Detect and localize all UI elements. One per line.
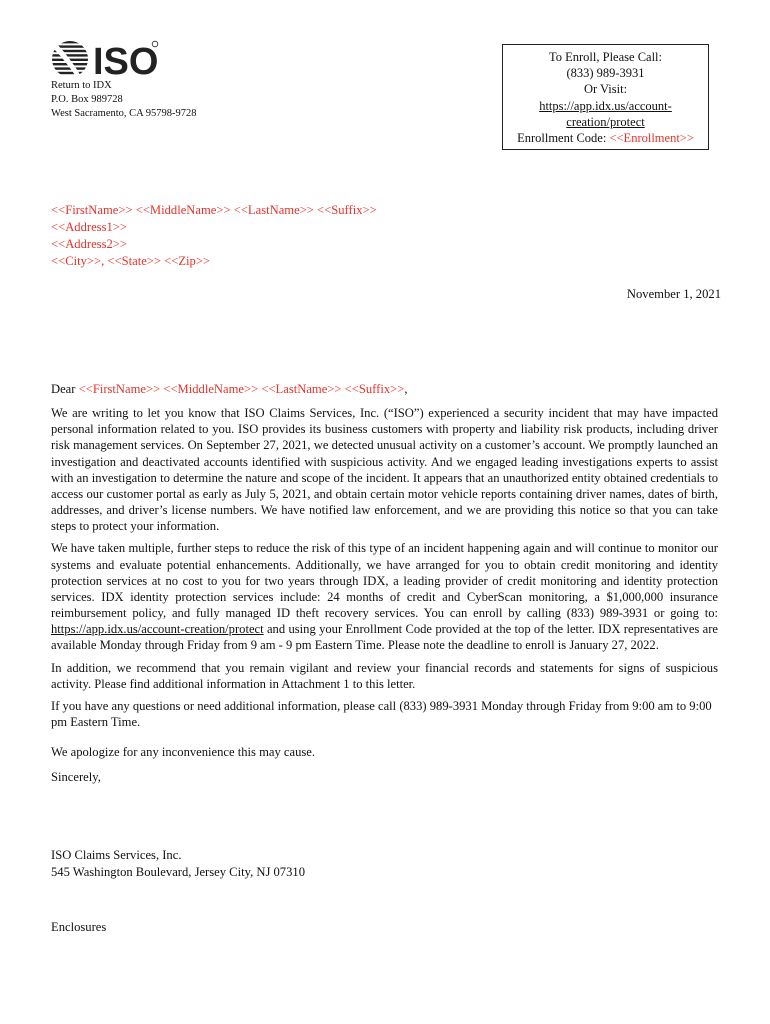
enrollment-code-value: <<Enrollment>> — [609, 131, 694, 146]
recipient-address2: <<Address2>> — [51, 237, 127, 251]
paragraph-vigilance: In addition, we recommend that you remain vigilant and review your financial records and statements for signs of suspicious activity. Please find additional information in Attachment 1 to this letter. — [51, 660, 718, 691]
signature-address: 545 Washington Boulevard, Jersey City, NJ 07310 — [51, 865, 305, 879]
signature-block — [51, 847, 305, 881]
letter-date: November 1, 2021 — [626, 287, 721, 301]
iso-logo — [51, 38, 159, 80]
enroll-visit-label: Or Visit: — [583, 82, 628, 97]
recipient-address — [51, 202, 377, 270]
enroll-url-link[interactable]: https://app.idx.us/account- — [539, 98, 672, 113]
salutation — [51, 381, 718, 397]
signature-company: ISO Claims Services, Inc. — [51, 848, 182, 862]
recipient-name: <<FirstName>> <<MiddleName>> <<LastName>> <<Suffix>> — [51, 203, 377, 217]
enrollment-code-label: Enrollment Code: — [517, 131, 610, 146]
svg-text:ISO: ISO — [93, 41, 159, 80]
return-address-line: P.O. Box 989728 — [51, 94, 123, 105]
return-address-line: West Sacramento, CA 95798-9728 — [51, 108, 197, 119]
paragraph-apology: We apologize for any inconvenience this may cause. — [51, 745, 316, 760]
paragraph-steps-text-end: and using your Enrollment Code provided at the top of the letter. IDX representatives are available Monday through Friday from 9 am - 9 pm Eastern Time. Please note the deadline to enroll is January 27, 2022. — [51, 622, 718, 653]
enclosures-label: Enclosures — [51, 920, 107, 934]
enroll-phone: (833) 989-3931 — [566, 66, 645, 81]
paragraph-steps-text: We have taken multiple, further steps to reduce the risk of this type of an incident happening again and will continue to monitor our systems and evaluate potential enhancements. Additionally, we have arranged for you to obtain credit monitoring and identity protection services at no cost to you for two years through IDX, a leading provider of credit monitoring and identity protection services. IDX identity protection services include: 24 months of credit and CyberScan monitoring, a $1,000,000 insurance reimbursement policy, and fully managed ID theft recovery services. You can enroll by calling (833) 989-3931 or going to: — [51, 541, 718, 621]
paragraph-questions: If you have any questions or need additional information, please call (833) 989-3931 Monday through Friday from 9:00 am to 9:00 pm Eastern Time. — [51, 698, 712, 729]
paragraph-steps — [51, 540, 718, 653]
enroll-call-label: To Enroll, Please Call: — [549, 50, 662, 64]
enrollment-box — [502, 44, 709, 150]
salutation-prefix: Dear — [51, 382, 79, 396]
letter-body — [51, 381, 718, 785]
paragraph-incident: We are writing to let you know that ISO Claims Services, Inc. (“ISO”) experienced a security incident that may have impacted personal information related to you. ISO provides its business customers with property and liability risk products, including driver risk management services. On September 27, 2021, we detected unusual activity on a customer’s account. We promptly launched an investigation and deactivated accounts identified with suspicious activity. And we engaged leading investigations experts to assist with an investigation to determine the nature and scope of the incident. It appears that an unauthorized entity obtained credentials to access our customer portal as early as July 5, 2021, and obtain certain motor vehicle reports containing driver names, dates of birth, addresses, and driver’s license numbers. We have notified law enforcement, and we are providing this notice so that you can take steps to protect your information. — [51, 406, 718, 534]
enroll-link[interactable]: https://app.idx.us/account-creation/protect — [51, 622, 264, 637]
closing: Sincerely, — [51, 770, 101, 785]
enroll-url-link-cont[interactable]: creation/protect — [566, 114, 645, 129]
enrollment-code-line — [503, 130, 708, 146]
salutation-comma: , — [404, 382, 408, 396]
return-address-line: Return to IDX — [51, 80, 112, 91]
salutation-name: <<FirstName>> <<MiddleName>> <<LastName>> <<Suffix>> — [78, 382, 405, 396]
recipient-city-state-zip: <<City>>, <<State>> <<Zip>> — [51, 254, 211, 268]
return-address — [51, 79, 197, 121]
recipient-address1: <<Address1>> — [51, 220, 127, 234]
